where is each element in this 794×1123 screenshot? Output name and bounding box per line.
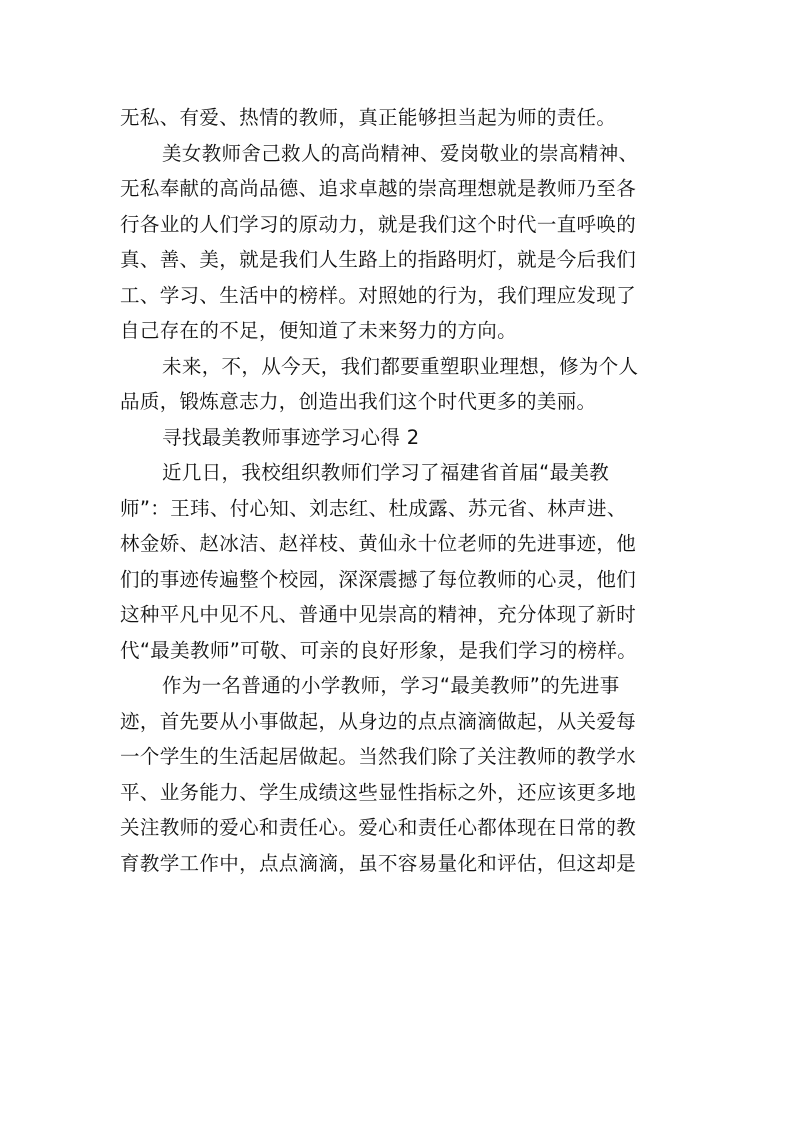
- section-heading: 寻找最美教师事迹学习心得 2: [162, 425, 420, 449]
- text-line: 作为一名普通的小学教师，学习“最美教师”的先进事: [162, 674, 620, 697]
- text-line: 迹，首先要从小事做起，从身边的点点滴滴做起，从关爱每: [120, 709, 637, 733]
- text-line: 这种平凡中见不凡、普通中见崇高的精神，充分体现了新时: [120, 603, 637, 626]
- text-line: 近几日，我校组织教师们学习了福建省首届“最美教: [162, 461, 610, 484]
- text-line: 工、学习、生活中的榜样。对照她的行为，我们理应发现了: [120, 283, 637, 307]
- text-line: 一个学生的生活起居做起。当然我们除了关注教师的教学水: [120, 745, 637, 768]
- text-line: 真、善、美，就是我们人生路上的指路明灯，就是今后我们: [120, 248, 637, 271]
- text-line: 育教学工作中，点点滴滴，虽不容易量化和评估，但这却是: [120, 851, 637, 875]
- text-line: 代“最美教师”可敬、可亲的良好形象，是我们学习的榜样。: [120, 638, 638, 662]
- text-line: 行各业的人们学习的原动力，就是我们这个时代一直呼唤的: [120, 212, 637, 236]
- text-line: 无私、有爱、热情的教师，真正能够担当起为师的责任。: [120, 106, 617, 129]
- text-line: 关注教师的爱心和责任心。爱心和责任心都体现在日常的教: [120, 816, 637, 839]
- text-line: 平、业务能力、学生成绩这些显性指标之外，还应该更多地: [120, 780, 637, 804]
- document-body: [120, 100, 680, 881]
- text-line: 未来，不，从今天，我们都要重塑职业理想，修为个人: [162, 354, 639, 378]
- text-line: 无私奉献的高尚品德、追求卓越的崇高理想就是教师乃至各: [120, 177, 637, 200]
- text-line: 自己存在的不足，便知道了未来努力的方向。: [120, 319, 518, 342]
- text-line: 师”：王玮、付心知、刘志红、杜成露、苏元省、林声进、: [120, 496, 627, 520]
- text-line: 美女教师舍己救人的高尚精神、爱岗敬业的崇高精神、: [162, 141, 639, 165]
- text-line: 品质，锻炼意志力，创造出我们这个时代更多的美丽。: [120, 390, 597, 413]
- text-line: 林金娇、赵冰洁、赵祥枝、黄仙永十位老师的先进事迹，他: [120, 532, 637, 555]
- text-line: 们的事迹传遍整个校园，深深震撼了每位教师的心灵，他们: [120, 567, 637, 591]
